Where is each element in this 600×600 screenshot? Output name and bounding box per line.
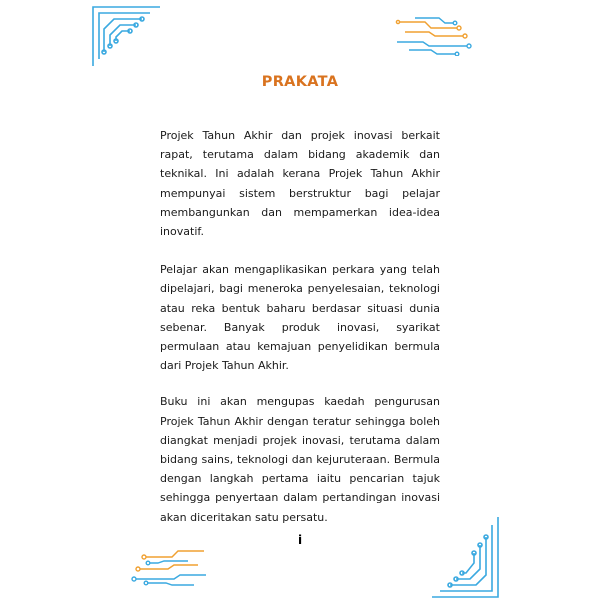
page-number: i (297, 533, 303, 547)
page-title: PRAKATA (261, 74, 339, 90)
circuit-corner-top-left-icon (90, 4, 162, 68)
preface-body (160, 126, 440, 546)
paragraph-3: Buku ini akan mengupas kaedah pengurusan Projek Tahun Akhir dengan teratur sehingga boleh diangkat menjadi projek inovasi, terutama dalam bidang sains, teknologi dan kejuruteraan. Bermula dengan langkah pertama iaitu pencarian tajuk sehingga penyertaan dalam pertandingan inovasi akan diceritakan satu persatu. (160, 395, 440, 524)
circuit-lines-top-right-icon (395, 16, 475, 56)
paragraph-2: Pelajar akan mengaplikasikan perkara yang telah dipelajari, bagi meneroka penyelesaian, teknologi atau reka bentuk baharu berdasar situasi dunia sebenar. Banyak produk inovasi, syarikat permulaan atau kemajuan penyelidikan bermula dari Projek Tahun Akhir. (160, 263, 440, 373)
circuit-corner-bottom-right-icon (430, 515, 502, 599)
circuit-lines-bottom-left-icon (128, 547, 208, 587)
paragraph-1: Projek Tahun Akhir dan projek inovasi berkait rapat, terutama dalam bidang akademik dan teknikal. Ini adalah kerana Projek Tahun Akhir mempunyai sistem berstruktur bagi pelajar membangunkan dan mempamerkan idea-idea inovatif. (160, 129, 440, 239)
